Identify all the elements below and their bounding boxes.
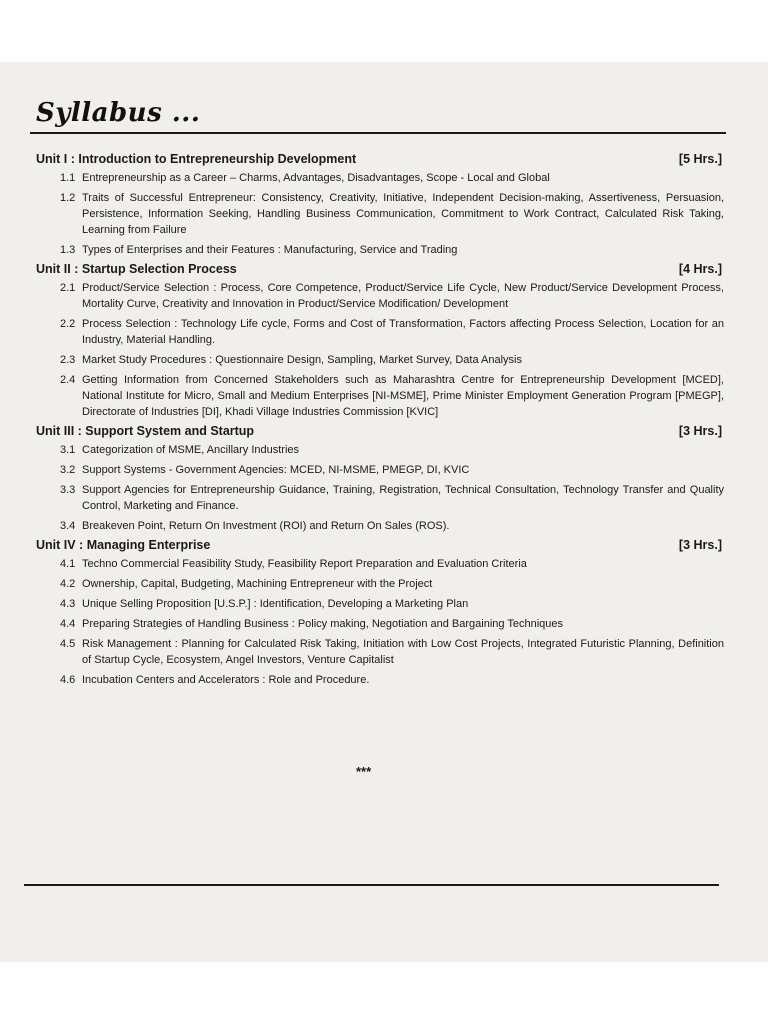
- syllabus-item: [36, 442, 728, 458]
- unit-section: [36, 262, 728, 420]
- syllabus-item: [36, 576, 728, 592]
- unit-section: [36, 152, 728, 258]
- item-number: 2.4: [60, 374, 76, 386]
- item-text: Incubation Centers and Accelerators : Role and Procedure.: [82, 674, 370, 686]
- unit-hours: [3 Hrs.]: [678, 538, 722, 552]
- item-text: Types of Enterprises and their Features : Manufacturing, Service and Trading: [82, 244, 458, 256]
- unit-heading: [36, 424, 728, 438]
- item-text: Breakeven Point, Return On Investment (ROI) and Return On Sales (ROS).: [82, 520, 450, 532]
- title-rule: [30, 132, 726, 134]
- item-text: Support Agencies for Entrepreneurship Guidance, Training, Registration, Technical Consultation, Technology Transfer and Quality Control, Marketing and Finance.: [82, 484, 724, 512]
- item-text: Market Study Procedures : Questionnaire Design, Sampling, Market Survey, Data Analysis: [82, 354, 522, 366]
- unit-hours: [3 Hrs.]: [678, 424, 722, 438]
- syllabus-item: [36, 352, 728, 368]
- unit-title: Unit II : Startup Selection Process: [36, 262, 237, 276]
- item-number: 4.3: [60, 598, 76, 610]
- unit-heading: [36, 152, 728, 166]
- unit-section: [36, 538, 728, 688]
- unit-title: Unit IV : Managing Enterprise: [36, 538, 211, 552]
- end-mark: ***: [356, 764, 372, 779]
- item-text: Entrepreneurship as a Career – Charms, Advantages, Disadvantages, Scope - Local and Global: [82, 172, 550, 184]
- item-text: Traits of Successful Entrepreneur: Consistency, Creativity, Initiative, Independent Decision-making, Assertiveness, Persuasion, Persistence, Information Seeking, Handling Business Communication, Commitment to Work Contract, Calculated Risk Taking, Learning from Failure: [82, 192, 724, 236]
- item-text: Categorization of MSME, Ancillary Industries: [82, 444, 300, 456]
- item-number: 4.2: [60, 578, 76, 590]
- syllabus-item: [36, 518, 728, 534]
- item-number: 2.2: [60, 318, 76, 330]
- syllabus-item: [36, 596, 728, 612]
- item-text: Product/Service Selection : Process, Core Competence, Product/Service Life Cycle, New Product/Service Development Process, Mortality Curve, Creativity and Innovation in Product/Service Modification/ Development: [82, 282, 724, 310]
- item-text: Ownership, Capital, Budgeting, Machining Entrepreneur with the Project: [82, 578, 433, 590]
- item-number: 4.5: [60, 638, 76, 650]
- unit-title: Unit I : Introduction to Entrepreneurship Development: [36, 152, 357, 166]
- syllabus-item: [36, 190, 728, 238]
- syllabus-item: [36, 616, 728, 632]
- item-number: 1.2: [60, 192, 76, 204]
- item-number: 1.1: [60, 172, 76, 184]
- syllabus-item: [36, 556, 728, 572]
- item-number: 4.4: [60, 618, 76, 630]
- unit-hours: [5 Hrs.]: [678, 152, 722, 166]
- syllabus-item: [36, 672, 728, 688]
- item-text: Risk Management : Planning for Calculated Risk Taking, Initiation with Low Cost Projects, Integrated Futuristic Planning, Definition of Startup Cycle, Ecosystem, Angel Investors, Venture Capitalist: [82, 638, 724, 666]
- unit-section: [36, 424, 728, 534]
- syllabus-item: [36, 242, 728, 258]
- item-number: 3.4: [60, 520, 76, 532]
- item-number: 2.3: [60, 354, 76, 366]
- footer-rule: [24, 884, 719, 886]
- item-number: 1.3: [60, 244, 76, 256]
- syllabus-item: [36, 280, 728, 312]
- item-text: Getting Information from Concerned Stakeholders such as Maharashtra Centre for Entrepreneurship Development [MCED], National Institute for Micro, Small and Medium Enterprises [NI-MSME], Prime Minister Employment Generation Program [PMEGP], Directorate of Industries [DI], Khadi Village Industries Commission [KVIC]: [82, 374, 724, 418]
- syllabus-item: [36, 462, 728, 478]
- scan-margin-top: [0, 0, 768, 62]
- syllabus-item: [36, 482, 728, 514]
- unit-heading: [36, 262, 728, 276]
- syllabus-item: [36, 316, 728, 348]
- syllabus-item: [36, 170, 728, 186]
- item-number: 4.1: [60, 558, 76, 570]
- item-number: 2.1: [60, 282, 76, 294]
- item-number: 4.6: [60, 674, 76, 686]
- item-number: 3.1: [60, 444, 76, 456]
- item-number: 3.2: [60, 464, 76, 476]
- unit-hours: [4 Hrs.]: [678, 262, 722, 276]
- page-title: Syllabus ...: [36, 98, 201, 128]
- item-text: Techno Commercial Feasibility Study, Feasibility Report Preparation and Evaluation Criteria: [82, 558, 527, 570]
- unit-title: Unit III : Support System and Startup: [36, 424, 255, 438]
- syllabus-item: [36, 636, 728, 668]
- item-text: Process Selection : Technology Life cycle, Forms and Cost of Transformation, Factors affecting Process Selection, Location for an Industry, Material Handling.: [82, 318, 724, 346]
- item-number: 3.3: [60, 484, 76, 496]
- item-text: Preparing Strategies of Handling Business : Policy making, Negotiation and Bargaining Techniques: [82, 618, 564, 630]
- unit-heading: [36, 538, 728, 552]
- item-text: Unique Selling Proposition [U.S.P.] : Identification, Developing a Marketing Plan: [82, 598, 469, 610]
- syllabus-item: [36, 372, 728, 420]
- syllabus-content: [36, 148, 728, 692]
- item-text: Support Systems - Government Agencies: MCED, NI-MSME, PMEGP, DI, KVIC: [82, 464, 470, 476]
